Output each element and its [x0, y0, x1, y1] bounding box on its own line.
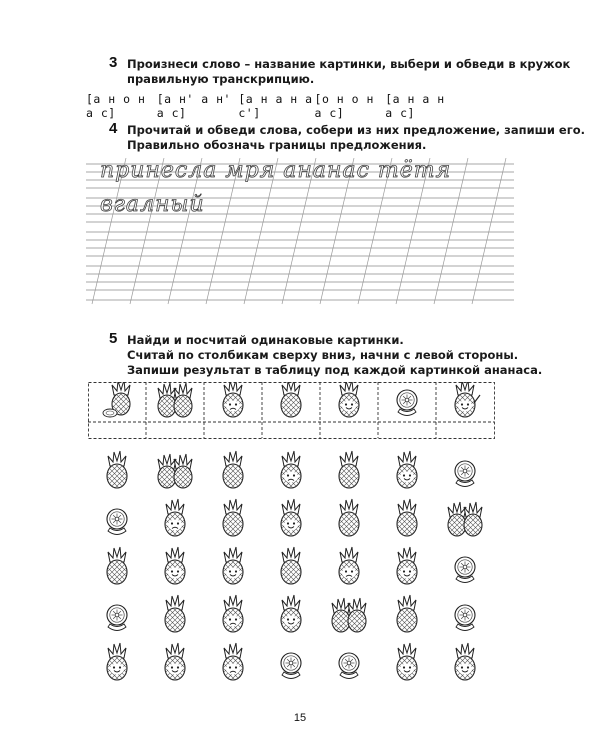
two-pineapples-icon [300, 598, 398, 632]
plain-pineapple-icon [191, 499, 275, 536]
answer-cell-3[interactable] [206, 424, 260, 436]
sad-pineapple-icon [191, 595, 275, 632]
task4-line-1: Прочитай и обведи слова, собери из них предложение, запиши его. [127, 123, 585, 137]
transcription-option-2[interactable]: [а н' а н' а с] [156, 92, 231, 120]
happy-pineapple-icon [423, 643, 498, 680]
pineapple-slice-icon [455, 605, 475, 631]
pineapple-slice-icon [107, 605, 127, 631]
picture-grid-svg [88, 448, 498, 694]
task4-line-2: Правильно обозначь границы предложения. [127, 138, 427, 152]
sad-pineapple-icon [307, 547, 391, 584]
cursive-words-line-1: принесла мря ананас тётя [100, 158, 452, 183]
sad-pineapple-icon [191, 643, 275, 680]
task5-line-3: Запиши результат в таблицу под каждой картинкой ананаса. [127, 363, 543, 377]
picture-grid [88, 448, 498, 699]
answer-cell-7[interactable] [438, 424, 492, 436]
plain-pineapple-icon [307, 451, 391, 488]
happy-pineapple-icon [365, 451, 449, 488]
happy-pineapple-icon [191, 547, 275, 584]
happy-pineapple-icon [88, 643, 159, 680]
answer-cell-5[interactable] [322, 424, 376, 436]
transcription-option-1[interactable]: [а н о н а с] [86, 92, 146, 120]
pineapple-slice-icon [455, 557, 475, 583]
task5-instructions [127, 333, 542, 378]
two-pineapples-icon [126, 454, 224, 488]
task3-number: 3 [109, 54, 118, 71]
waving-pineapple-icon [423, 382, 498, 417]
task3-instructions [127, 57, 570, 87]
task4-number: 4 [109, 120, 118, 137]
task5-line-1: Найди и посчитай одинаковые картинки. [127, 333, 404, 347]
happy-pineapple-icon [365, 547, 449, 584]
plain-pineapple-icon [88, 547, 159, 584]
task3-line-1: Произнеси слово – название картинки, выбери и обведи в кружок [127, 57, 571, 71]
pineapple-with-slice-icon [88, 382, 162, 417]
plain-pineapple-icon [249, 547, 333, 584]
page-number: 15 [293, 712, 307, 724]
answer-cell-1[interactable] [90, 424, 144, 436]
task5-line-2: Считай по столбикам сверху вниз, начни с левой стороны. [127, 348, 519, 362]
plain-pineapple-icon [88, 451, 159, 488]
writing-lines[interactable] [86, 158, 514, 311]
plain-pineapple-icon [307, 499, 391, 536]
two-pineapples-icon [416, 502, 498, 536]
answer-cell-2[interactable] [148, 424, 202, 436]
happy-pineapple-icon [249, 499, 333, 536]
cursive-words-line-2: вгалный [100, 192, 205, 217]
pineapple-slice-icon [339, 653, 359, 679]
pineapple-slice-icon [281, 653, 301, 679]
transcription-option-3[interactable]: [а н а н а с'] [238, 92, 313, 120]
plain-pineapple-icon [133, 595, 217, 632]
answer-table-svg [88, 382, 498, 440]
happy-pineapple-icon [133, 643, 217, 680]
happy-pineapple-icon [133, 547, 217, 584]
sad-pineapple-icon [133, 499, 217, 536]
happy-pineapple-icon [365, 643, 449, 680]
answer-table [88, 382, 498, 445]
pineapple-slice-icon [397, 390, 417, 416]
task5-number: 5 [109, 330, 118, 347]
answer-cell-6[interactable] [380, 424, 434, 436]
plain-pineapple-icon [365, 499, 449, 536]
plain-pineapple-icon [365, 595, 449, 632]
transcription-option-4[interactable]: [о н о н а с] [314, 92, 374, 120]
plain-pineapple-icon [191, 451, 275, 488]
task3-line-2: правильную транскрипцию. [127, 72, 315, 86]
task4-instructions [127, 123, 585, 153]
answer-cell-4[interactable] [264, 424, 318, 436]
transcription-option-5[interactable]: [а н а н а с] [385, 92, 445, 120]
happy-pineapple-icon [249, 595, 333, 632]
pineapple-slice-icon [455, 461, 475, 487]
two-pineapples-icon [126, 383, 224, 417]
pineapple-slice-icon [107, 509, 127, 535]
transcription-options [86, 92, 456, 120]
sad-pineapple-icon [249, 451, 333, 488]
